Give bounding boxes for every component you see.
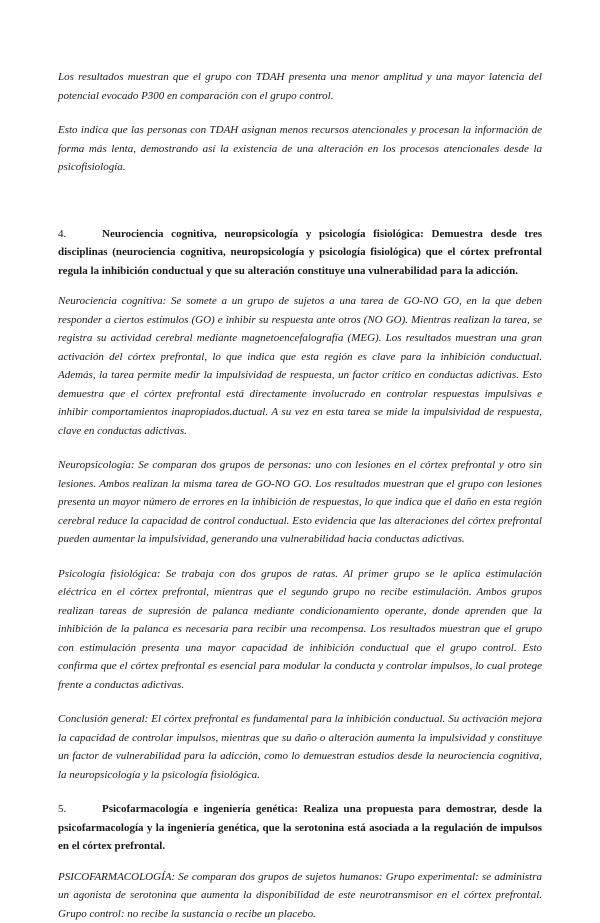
section-4-heading-text: Neurociencia cognitiva, neuropsicología y psicología fisiológica: Demuestra desde tres disciplinas (neurociencia cognitiva, neuropsicología y psicología fisiológica) que el córtex prefrontal regula la inhibición conductual y que su alteración constituye una vulnerabilidad para la adicción.: [58, 228, 542, 277]
paragraph-neuropsicologia: Neuropsicología: Se comparan dos grupos de personas: uno con lesiones en el córtex prefrontal y otro sin lesiones. Ambos realizan la misma tarea de GO-NO GO. Los resultados muestran que el grupo con lesiones presenta un mayor número de errores en la inhibición de respuestas, lo que indica que el daño en esta región cerebral reduce la capacidad de control conductual. Esto evidencia que las alteraciones del córtex prefrontal pueden aumentar la impulsividad, generando una vulnerabilidad hacia conductas adictivas.: [58, 456, 542, 549]
paragraph-psicologia-fisiologica: Psicología fisiológica: Se trabaja con dos grupos de ratas. Al primer grupo se le aplica estimulación eléctrica en el córtex prefrontal, mientras que el segundo grupo no recibe estimulación. Ambos grupos realizan tareas de supresión de palanca mediante condicionamiento operante, donde aprenden que la inhibición de la palanca es necesaria para recibir una recompensa. Los resultados muestran que el grupo con estimulación presenta una mayor capacidad de inhibición conductual que el grupo control. Esto confirma que el córtex prefrontal es esencial para modular la conducta y controlar impulsos, lo cual protege frente a conductas adictivas.: [58, 565, 542, 695]
section-5-heading: [58, 800, 542, 856]
section-5-number: 5.: [58, 800, 102, 819]
paragraph-interpretation-tdah: Esto indica que las personas con TDAH asignan menos recursos atencionales y procesan la información de forma más lenta, demostrando así la existencia de una alteración en los procesos atencionales desde la psicofisiología.: [58, 121, 542, 177]
paragraph-neurociencia-cognitiva: Neurociencia cognitiva: Se somete a un grupo de sujetos a una tarea de GO-NO GO, en la que deben responder a ciertos estímulos (GO) e inhibir su respuesta ante otros (NO GO). Mientras realizan la tarea, se registra su actividad cerebral mediante magnetoencefalografía (MEG). Los resultados muestran una gran activación del córtex prefrontal, lo que indica que esta región es clave para la inhibición conductual. Además, la tarea permite medir la impulsividad de respuesta, un factor crítico en conductas adictivas. Esto demuestra que el córtex prefrontal está directamente involucrado en controlar respuestas impulsivas e inhibir comportamientos inapropiados.ductual. A su vez en esta tarea se mide la impulsividad de respuesta, clave en conductas adictivas.: [58, 292, 542, 440]
paragraph-results-tdah: Los resultados muestran que el grupo con TDAH presenta una menor amplitud y una mayor latencia del potencial evocado P300 en comparación con el grupo control.: [58, 68, 542, 105]
section-5-heading-text: Psicofarmacología e ingeniería genética: Realiza una propuesta para demostrar, desde la psicofarmacología y la ingeniería genética, que la serotonina está asociada a la regulación de impulsos en el córtex prefrontal.: [58, 803, 542, 852]
paragraph-psicofarmacologia: PSICOFARMACOLOGÍA: Se comparan dos grupos de sujetos humanos: Grupo experimental: se administra un agonista de serotonina que aumenta la disponibilidad de este neurotransmisor en el córtex prefrontal. Grupo control: no recibe la sustancia o recibe un placebo.: [58, 868, 542, 923]
section-4-heading: [58, 225, 542, 281]
paragraph-conclusion-general: Conclusión general: El córtex prefrontal es fundamental para la inhibición conductual. Su activación mejora la capacidad de controlar impulsos, mientras que su daño o alteración aumenta la impulsividad y constituye un factor de vulnerabilidad para la adicción, como lo demuestran estudios desde la neurociencia cognitiva, la neuropsicología y la psicología fisiológica.: [58, 710, 542, 784]
section-4-number: 4.: [58, 225, 102, 244]
